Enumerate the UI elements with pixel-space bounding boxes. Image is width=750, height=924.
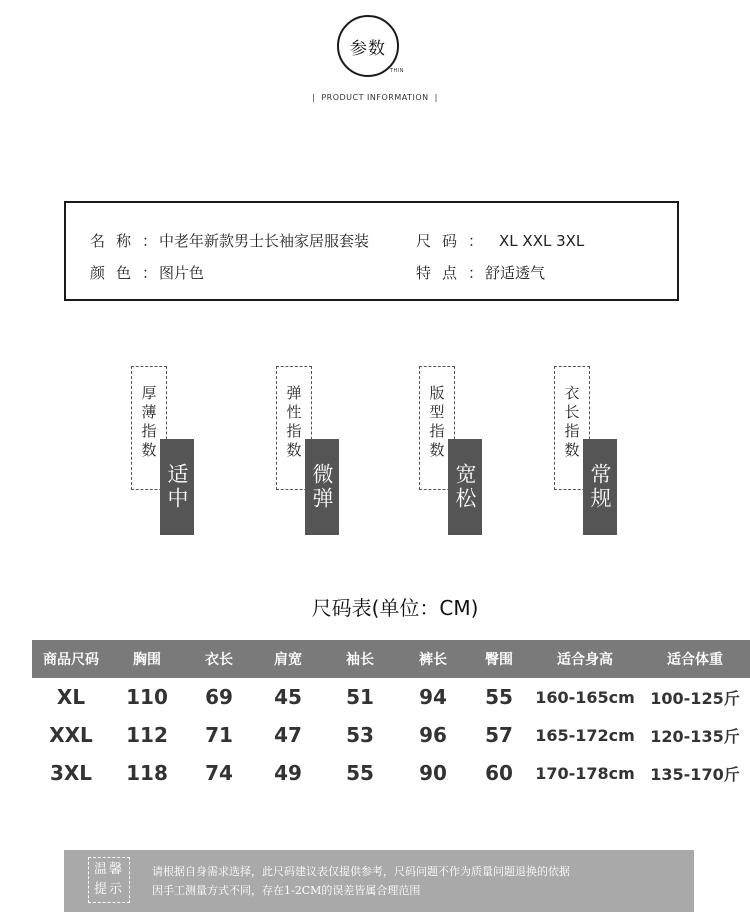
table-cell: 96 [419,723,447,747]
table-cell: 120-135斤 [650,726,740,746]
table-row [32,754,750,792]
header-cell: 肩宽 [274,652,302,668]
table-cell: XXL [49,723,93,747]
info-size-sep: ： [468,232,484,250]
info-name-row [90,230,369,251]
table-cell: 49 [274,761,302,785]
table-cell: 118 [126,761,168,785]
table-cell: XL [56,685,86,709]
table-cell: 60 [485,761,513,785]
warm-tip-panel [64,850,694,912]
index-value: 常规 [588,463,612,511]
subtitle-bar-left: | [312,93,316,102]
table-cell: 47 [274,723,302,747]
index-value-box [583,439,617,535]
tip-badge-line2: 提示 [93,882,124,897]
header-cell: 商品尺码 [43,652,99,668]
table-cell: 90 [419,761,447,785]
tip-line2: 因手工测量方式不同，存在1-2CM的误差皆属合理范围 [152,884,421,897]
table-cell: 112 [126,723,168,747]
table-cell: 94 [419,685,447,709]
info-feature-row [416,262,545,283]
index-thickness [131,366,201,536]
product-information-subtitle [0,93,750,102]
info-feature-key: 特点 [416,264,469,282]
index-value: 宽松 [453,463,477,511]
info-color-value: 图片色 [159,264,205,282]
index-label: 版型指数 [427,385,446,461]
index-value: 微弹 [310,463,334,511]
warm-tip-badge [88,857,130,903]
header-cell: 衣长 [205,652,233,668]
index-label: 弹性指数 [284,385,303,461]
subtitle-text: PRODUCT INFORMATION [321,93,429,102]
table-cell: 45 [274,685,302,709]
size-table-title: 尺码表(单位：CM) [311,596,479,620]
header-cell: 适合身高 [557,652,613,668]
info-size-row [416,230,584,251]
index-value-box [448,439,482,535]
table-cell: 3XL [49,761,93,785]
table-cell: 69 [205,685,233,709]
size-table [32,640,750,792]
table-cell: 110 [126,685,168,709]
info-feature-value: 舒适透气 [485,264,546,282]
info-color-row [90,262,204,283]
header-cell: 袖长 [346,652,374,668]
index-fit [419,366,489,536]
subtitle-bar-right: | [434,93,438,102]
info-name-value: 中老年新款男士长袖家居服套装 [159,232,370,250]
table-row [32,716,750,754]
table-cell: 160-165cm [535,687,635,707]
info-name-key: 名称 [90,232,143,250]
table-cell: 170-178cm [535,763,635,783]
table-cell: 51 [346,685,374,709]
index-value: 适中 [165,463,189,511]
product-info-box [64,201,679,301]
index-length [554,366,624,536]
index-label: 衣长指数 [562,385,581,461]
seal-text: 参数 [350,38,386,59]
size-table-header [32,640,750,678]
seal-small-text: THIN [390,68,405,74]
info-color-key: 颜色 [90,264,143,282]
header-cell: 裤长 [419,652,447,668]
info-size-value: XL XXL 3XL [499,232,585,250]
table-cell: 71 [205,723,233,747]
index-label: 厚薄指数 [139,385,158,461]
table-cell: 55 [485,685,513,709]
index-value-box [160,439,194,535]
table-row [32,678,750,716]
header-cell: 臀围 [485,652,513,668]
info-feature-sep: ： [468,264,484,282]
table-cell: 57 [485,723,513,747]
header-cell: 适合体重 [667,652,723,668]
table-cell: 74 [205,761,233,785]
table-cell: 53 [346,723,374,747]
tip-line1: 请根据自身需求选择，此尺码建议表仅提供参考，尺码问题不作为质量问题退换的依据 [152,865,570,878]
tip-badge-line1: 温馨 [93,862,124,877]
info-color-sep: ： [142,264,158,282]
warm-tip-text [152,862,692,900]
table-cell: 165-172cm [535,725,635,745]
table-cell: 100-125斤 [650,688,740,708]
header-cell: 胸围 [133,652,161,668]
index-elasticity [276,366,346,536]
index-value-box [305,439,339,535]
table-cell: 135-170斤 [650,764,740,784]
info-name-sep: ： [142,232,158,250]
info-size-key: 尺码 [416,232,469,250]
table-cell: 55 [346,761,374,785]
